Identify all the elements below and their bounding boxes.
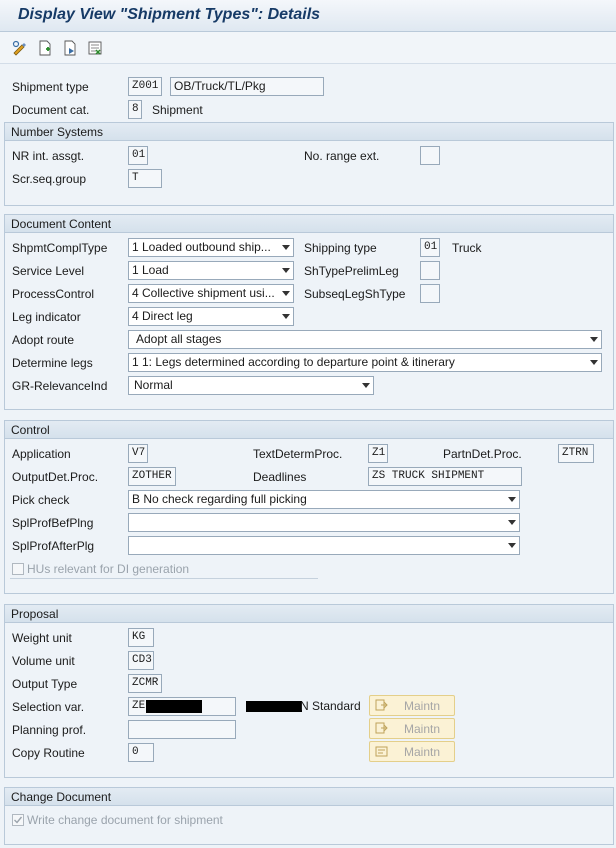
edit-display-icon[interactable] [12,40,28,56]
partn-det-label: PartnDet.Proc. [443,447,522,461]
change-document-header [5,788,613,806]
chevron-down-icon[interactable] [508,543,516,548]
title-bar [0,0,616,32]
subseq-field[interactable] [420,284,440,303]
shipping-type-label: Shipping type [304,241,377,255]
document-category-field[interactable]: 8 [128,100,142,119]
spl-after-label: SplProfAfterPlg [12,539,95,553]
shipment-type-label: Shipment type [12,80,89,94]
scr-seq-label: Scr.seq.group [12,172,87,186]
hus-relevant-label: HUs relevant for DI generation [27,562,190,576]
planning-prof-field[interactable] [128,720,236,739]
weight-unit-field[interactable]: KG [128,628,154,647]
copy-routine-field[interactable]: 0 [128,743,154,762]
nr-ext-field[interactable] [420,146,440,165]
maintain-icon [375,722,388,735]
leg-indicator-value: 4 Direct leg [132,309,193,323]
service-level-label: Service Level [12,264,85,278]
output-type-label: Output Type [12,677,78,691]
maintain-label: Maintn [404,745,441,759]
control-header [5,421,613,439]
shpmt-compl-label: ShpmtComplType [12,241,108,255]
service-level-dropdown[interactable] [128,261,294,280]
write-change-document-checkbox[interactable] [12,814,24,826]
shpmt-compl-value: 1 Loaded outbound ship... [132,240,271,254]
document-category-label: Document cat. [12,103,90,117]
number-systems-group [4,122,614,206]
pick-check-label: Pick check [12,493,70,507]
weight-unit-label: Weight unit [12,631,72,645]
chevron-down-icon[interactable] [282,268,290,273]
service-level-value: 1 Load [132,263,169,277]
adopt-route-label: Adopt route [12,333,75,347]
maintain-planning-prof-button[interactable] [369,718,455,739]
leg-indicator-dropdown[interactable] [128,307,294,326]
spl-bef-label: SplProfBefPlng [12,516,94,530]
pick-check-value: B No check regarding full picking [132,492,307,506]
nr-int-field[interactable]: 01 [128,146,148,165]
subseq-label: SubseqLegShType [304,287,406,301]
delete-icon[interactable] [87,40,103,56]
maintain-copy-routine-button[interactable] [369,741,455,762]
chevron-down-icon[interactable] [362,383,370,388]
pick-check-dropdown[interactable] [128,490,520,509]
chevron-down-icon[interactable] [508,520,516,525]
redaction-bar [246,701,302,712]
control-divider [10,578,318,579]
control-title: Control [11,423,50,437]
chevron-down-icon[interactable] [590,337,598,342]
redaction-bar [146,700,202,713]
selection-var-field[interactable]: ZE [128,697,236,716]
shipping-type-description: Truck [452,241,482,255]
planning-prof-label: Planning prof. [12,723,87,737]
document-content-header [5,215,613,233]
sh-prelim-field[interactable] [420,261,440,280]
application-field[interactable]: V7 [128,444,148,463]
partn-det-field[interactable]: ZTRN [558,444,594,463]
determine-legs-dropdown[interactable] [128,353,602,372]
shpmt-compl-dropdown[interactable] [128,238,294,257]
adopt-route-dropdown[interactable] [128,330,602,349]
output-det-label: OutputDet.Proc. [12,470,99,484]
spl-after-dropdown[interactable] [128,536,520,555]
gr-relevance-label: GR-RelevanceInd [12,379,108,393]
number-systems-header [5,123,613,141]
nr-ext-label: No. range ext. [304,149,380,163]
maintain-label: Maintn [404,699,441,713]
sh-prelim-label: ShTypePrelimLeg [304,264,399,278]
page-title: Display View "Shipment Types": Details [18,6,321,23]
document-category-description: Shipment [152,103,203,117]
document-content-title: Document Content [11,217,112,231]
proposal-header [5,605,613,623]
volume-unit-label: Volume unit [12,654,75,668]
chevron-down-icon[interactable] [282,291,290,296]
gr-relevance-dropdown[interactable] [128,376,374,395]
chevron-down-icon[interactable] [590,360,598,365]
proposal-group [4,604,614,778]
chevron-down-icon[interactable] [508,497,516,502]
selection-var-label: Selection var. [12,700,85,714]
change-document-title: Change Document [11,790,112,804]
scr-seq-field[interactable]: T [128,169,162,188]
number-systems-title: Number Systems [11,125,104,139]
write-change-document-label: Write change document for shipment [27,813,223,827]
determine-legs-label: Determine legs [12,356,93,370]
copy-routine-label: Copy Routine [12,746,85,760]
leg-indicator-label: Leg indicator [12,310,81,324]
shipment-type-field[interactable]: Z001 [128,77,162,96]
process-control-label: ProcessControl [12,287,95,301]
maintain-icon [375,745,388,758]
process-control-dropdown[interactable] [128,284,294,303]
nr-int-label: NR int. assgt. [12,149,85,163]
hus-relevant-checkbox[interactable] [12,563,24,575]
proposal-title: Proposal [11,607,59,621]
deadlines-label: Deadlines [253,470,307,484]
adopt-route-value: Adopt all stages [136,332,222,346]
text-determ-label: TextDetermProc. [253,447,343,461]
output-type-field[interactable]: ZCMR [128,674,162,693]
spl-bef-dropdown[interactable] [128,513,520,532]
text-determ-field[interactable]: Z1 [368,444,388,463]
new-entries-icon[interactable] [37,40,53,56]
gr-relevance-value: Normal [134,378,173,392]
volume-unit-field[interactable]: CD3 [128,651,154,670]
selection-var-description: N Standard [300,699,361,713]
output-det-field[interactable]: ZOTHER [128,467,176,486]
shipment-type-description: OB/Truck/TL/Pkg [170,77,324,96]
deadlines-field[interactable]: ZS TRUCK SHIPMENT [368,467,522,486]
copy-as-icon[interactable] [62,40,78,56]
chevron-down-icon[interactable] [282,314,290,319]
shipping-type-field[interactable]: 01 [420,238,440,257]
chevron-down-icon[interactable] [282,245,290,250]
application-label: Application [12,447,71,461]
process-control-value: 4 Collective shipment usi... [132,286,275,300]
determine-legs-value: 1 1: Legs determined according to departure point & itinerary [132,355,455,369]
maintain-icon [375,699,388,712]
maintain-selection-var-button[interactable] [369,695,455,716]
application-toolbar [0,32,616,64]
checkmark-icon [13,815,23,825]
maintain-label: Maintn [404,722,441,736]
